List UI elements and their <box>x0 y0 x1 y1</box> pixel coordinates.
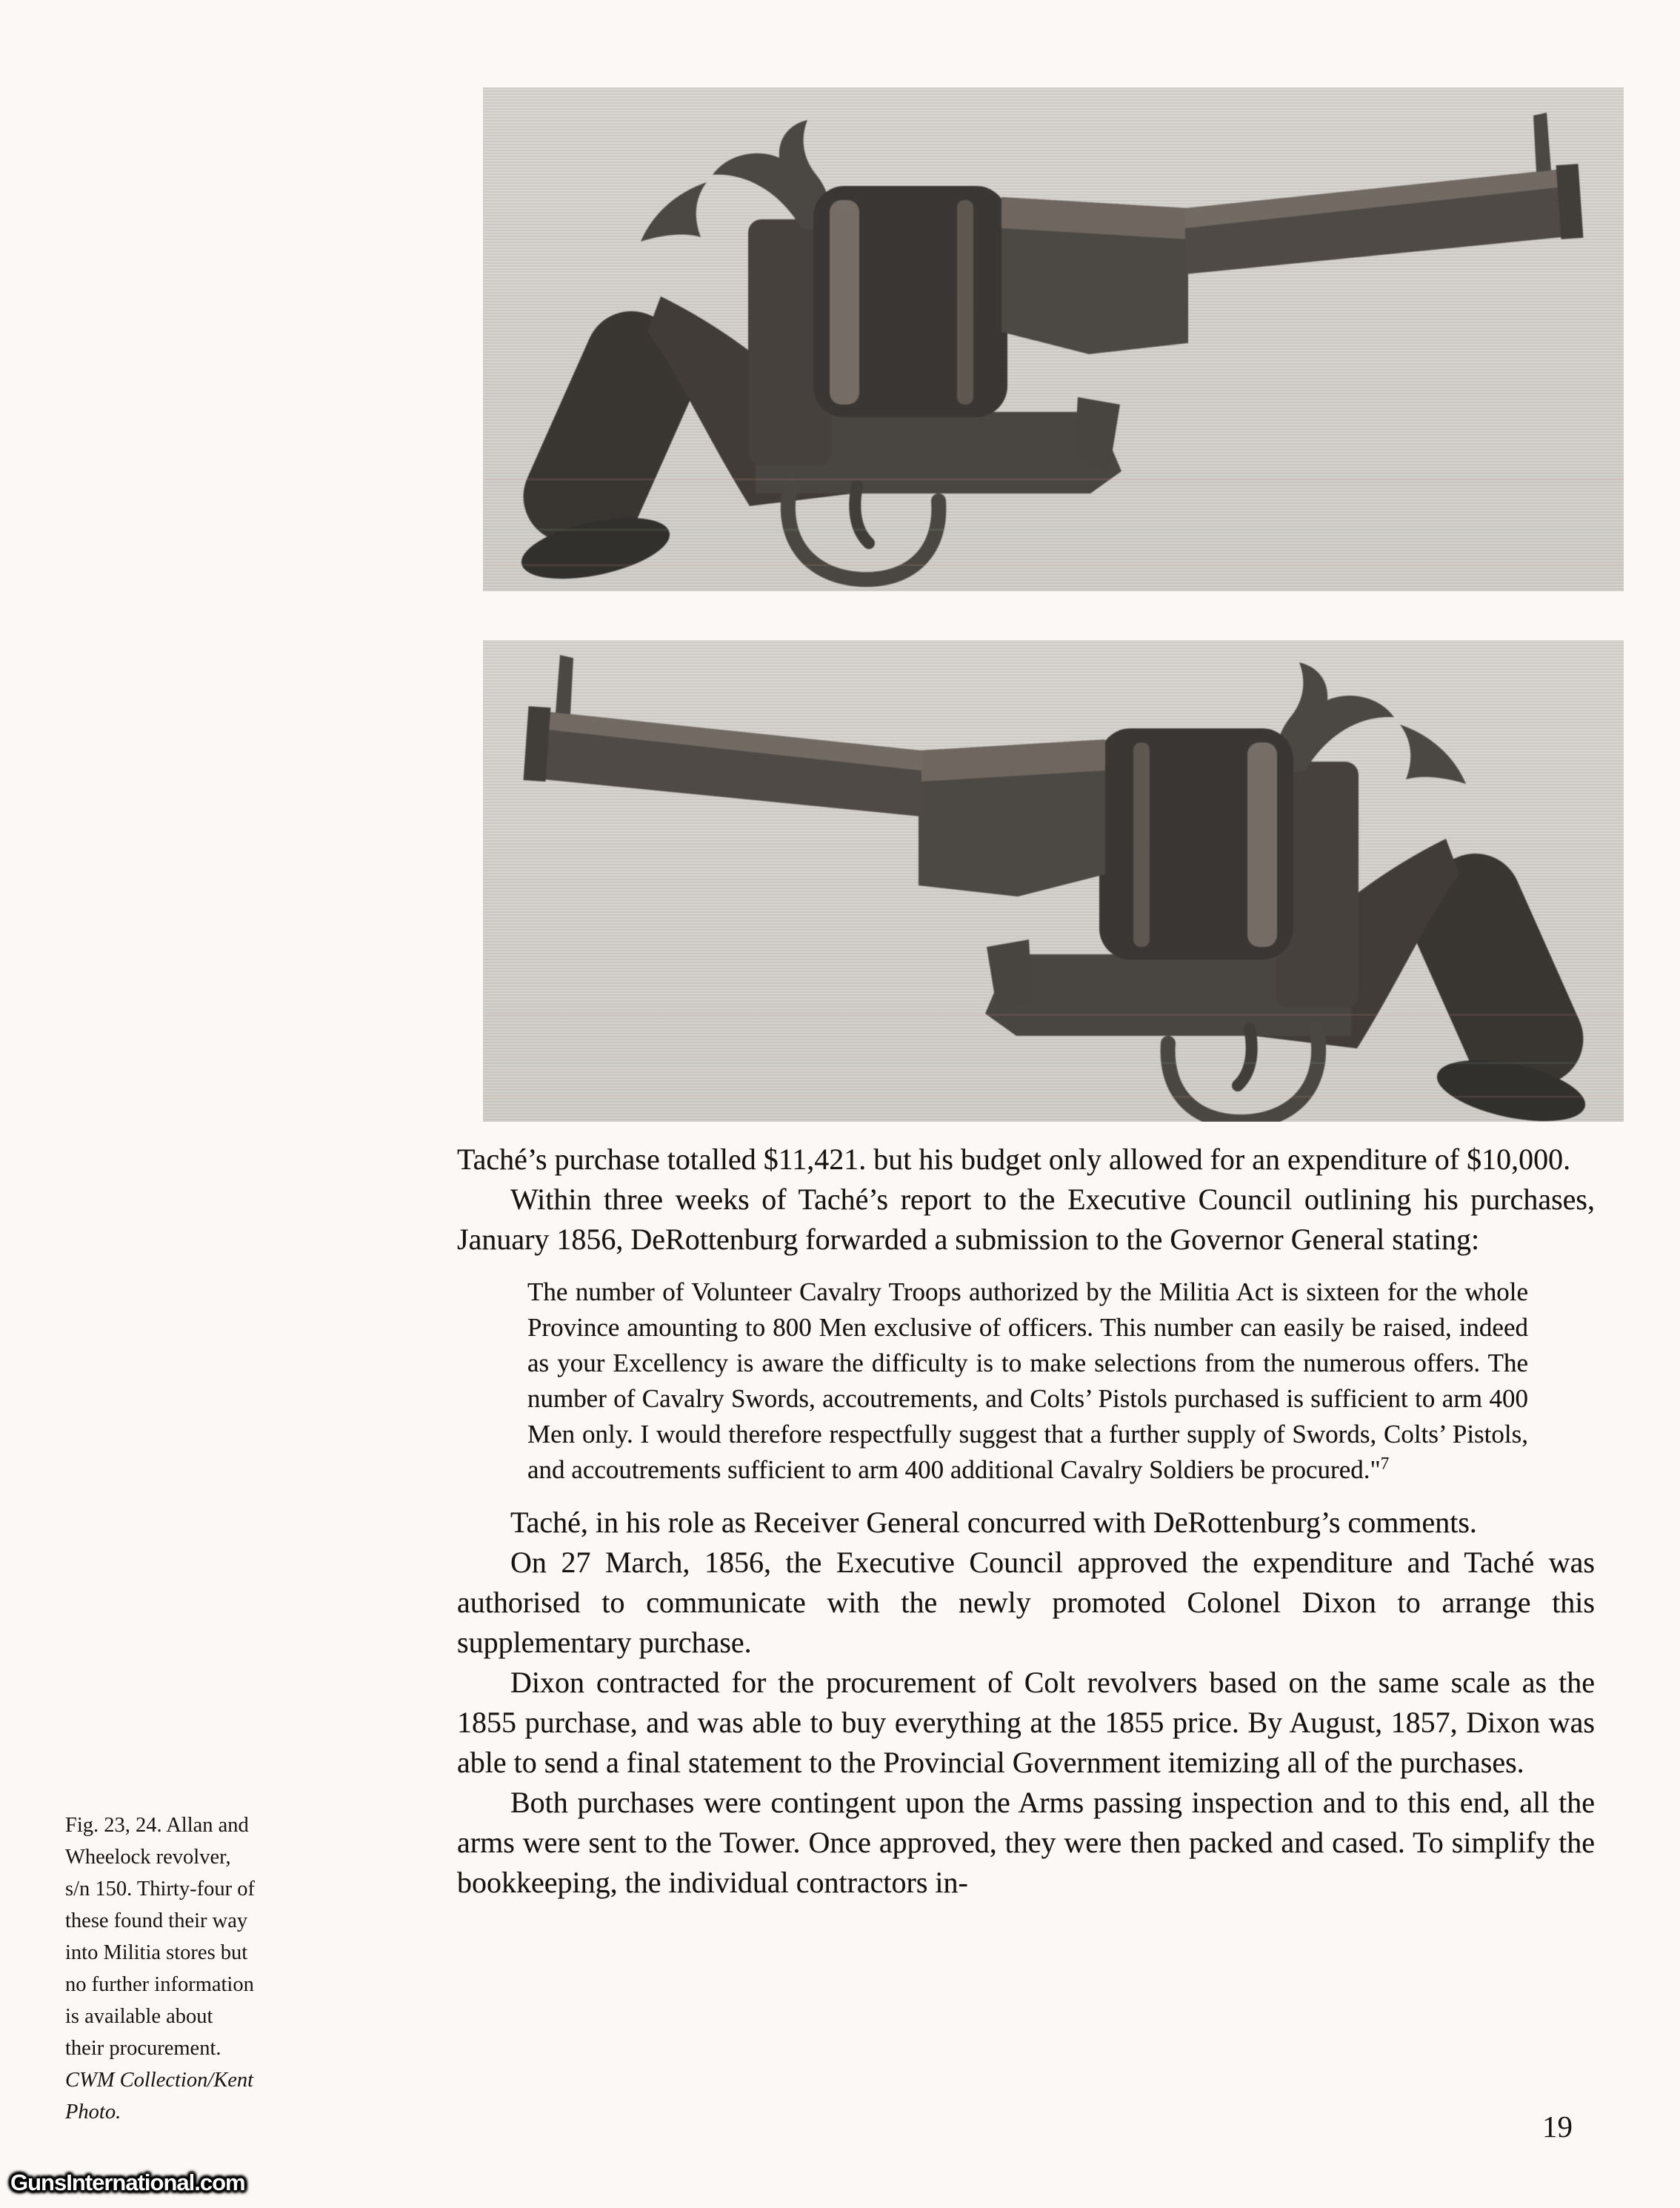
page-number: 19 <box>1542 2109 1573 2144</box>
paragraph-4: On 27 March, 1856, the Executive Council approved the expenditure and Taché was authorised to communicate with the newly promoted Colonel Dixon to arrange this supplementary purchase. <box>457 1546 1595 1659</box>
hammer-claw <box>641 182 707 242</box>
revolver-silhouette <box>509 113 1584 590</box>
paragraph-2: Within three weeks of Taché’s report to the Executive Council outlining his purchases, January 1856, DeRottenburg forwarded a submission to the Governor General stating: <box>457 1183 1595 1256</box>
trigger <box>855 486 869 543</box>
caption-text: Fig. 23, 24. Allan and Wheelock revolver, s/n 150. Thirty-four of these found their way into Militia stores but no further information is available about their procurement. <box>65 1814 255 2060</box>
paragraph-1: Taché’s purchase totalled $11,421. but his budget only allowed for an expenditure of $10,000. <box>457 1143 1571 1176</box>
watermark: GunsInternational.com <box>10 2169 245 2195</box>
paragraph-3: Taché, in his role as Receiver General concurred with DeRottenburg’s comments. <box>510 1506 1477 1539</box>
cylinder-highlight <box>830 200 859 405</box>
revolver-right-view-icon <box>483 87 1624 591</box>
blockquote-derottenburg <box>527 1274 1528 1488</box>
blockquote-text: The number of Volunteer Cavalry Troops authorized by the Militia Act is sixteen for the whole Province amounting to 800 Men exclusive of officers. This number can easily be raised, indeed as your Excellency is aware the difficulty is to make selections from the numerous offers. The number of Cavalry Swords, accoutrements, and Colts’ Pistols purchased is sufficient to arm 400 Men only. I would therefore respectfully suggest that a further supply of Swords, Colts’ Pistols, and accoutrements sufficient to arm 400 additional Cavalry Soldiers be procured." <box>527 1277 1528 1484</box>
hammer-spur <box>713 120 830 232</box>
front-sight <box>1533 113 1551 172</box>
paragraph-6: Both purchases were contingent upon the Arms passing inspection and to this end, all the arms were sent to the Tower. Once approved, they were then packed and cased. To simplify the bookkeeping, the individual contractors in- <box>457 1786 1595 1899</box>
footnote-reference-7: 7 <box>1380 1454 1390 1473</box>
caption-credit: CWM Collection/Kent Photo. <box>65 2069 254 2124</box>
cylinder-shade <box>957 200 973 405</box>
figure-24-photo <box>483 640 1624 1122</box>
figure-caption <box>65 1809 256 2128</box>
figure-23-photo <box>483 87 1624 591</box>
revolver-silhouette-mirrored <box>524 655 1599 1122</box>
paragraph-5: Dixon contracted for the procurement of Colt revolvers based on the same scale as the 1855 purchase, and was able to buy everything at the 1855 price. By August, 1857, Dixon was able to send a final statement to the Provincial Government itemizing all of the purchases. <box>457 1666 1595 1779</box>
revolver-left-view-icon <box>483 640 1624 1122</box>
body-text <box>457 1140 1595 1903</box>
